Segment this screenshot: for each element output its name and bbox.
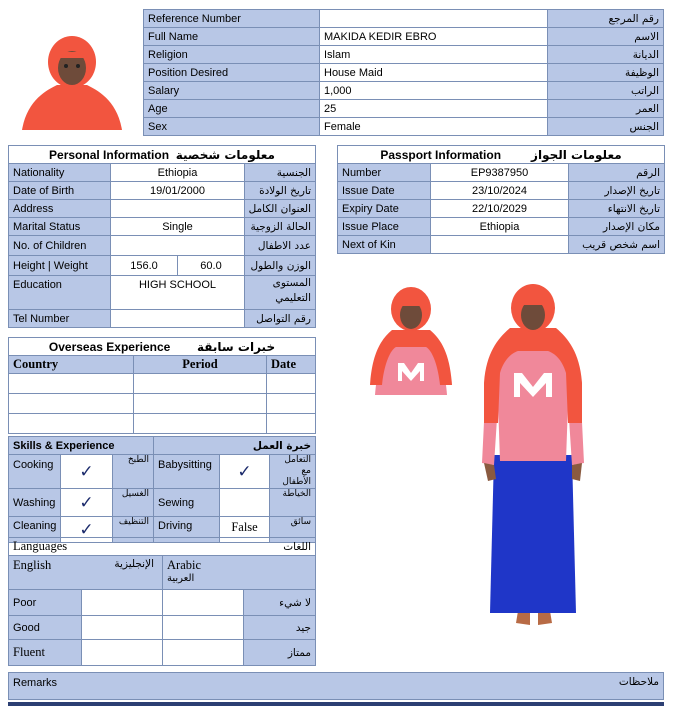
nationality-label: Nationality [9,164,111,182]
dob-label-ar: تاريخ الولادة [245,182,316,200]
top-value: Islam [320,46,548,64]
overseas-title-ar: خبرات سابقة [197,339,276,354]
top-row [144,100,664,118]
top-label: Position Desired [144,64,320,82]
col-period: Period [134,356,267,374]
babysitting-label-ar: التعامل مع الأطفال [270,455,316,489]
passport-info-header [338,146,665,164]
sewing-label-ar: الخياطة [270,489,316,517]
level-poor-label-ar: لا شيء [244,590,316,616]
overseas-row [9,414,316,434]
top-label: Full Name [144,28,320,46]
top-row [144,10,664,28]
address-value [111,200,245,218]
cooking-label-ar: الطبخ [113,455,154,489]
passport-label: Next of Kin [338,236,431,254]
passport-title-en: Passport Information [380,147,502,162]
level-fluent-label-ar: ممتاز [244,640,316,666]
languages-title-en: Languages [9,538,163,556]
driving-value: False [220,517,270,543]
passport-label: Issue Place [338,218,431,236]
top-label-ar: الجنس [548,118,664,136]
level-poor-label: Poor [9,590,82,616]
sewing-value [220,489,270,517]
english-label: English [13,558,52,572]
top-value: 1,000 [320,82,548,100]
arabic-fluent-cell [163,640,244,666]
headshot-photo [12,30,132,130]
top-value: House Maid [320,64,548,82]
top-value: Female [320,118,548,136]
passport-label-ar: الرقم [569,164,665,182]
nationality-value: Ethiopia [111,164,245,182]
col-country: Country [9,356,134,374]
bottom-rule [8,702,664,706]
weight-value: 60.0 [178,256,245,276]
top-value: MAKIDA KEDIR EBRO [320,28,548,46]
top-value: 25 [320,100,548,118]
top-label: Sex [144,118,320,136]
english-good-cell [82,616,163,640]
top-row [144,118,664,136]
passport-value: 23/10/2024 [431,182,569,200]
level-fluent-label: Fluent [9,640,82,666]
arabic-label: Arabic [167,558,202,572]
arabic-poor-cell [163,590,244,616]
tel-label: Tel Number [9,310,111,328]
top-label-ar: العمر [548,100,664,118]
babysitting-label: Babysitting [154,455,220,489]
arabic-good-cell [163,616,244,640]
top-row [144,64,664,82]
skills-title-ar: خبرة العمل [154,437,316,455]
personal-info-header [9,146,316,164]
top-row [144,28,664,46]
passport-title-ar: معلومات الجواز [531,147,622,162]
remarks-bar [8,672,664,700]
marital-value: Single [111,218,245,236]
overseas-header [9,338,316,356]
skills-title-en: Skills & Experience [9,437,154,455]
address-label: Address [9,200,111,218]
overseas-experience-table [8,337,316,434]
passport-label: Issue Date [338,182,431,200]
overseas-row [9,374,316,394]
top-label-ar: الوظيفة [548,64,664,82]
remarks-label: Remarks [13,677,58,689]
top-row [144,82,664,100]
top-value [320,10,548,28]
education-value: HIGH SCHOOL [111,276,245,310]
top-label: Salary [144,82,320,100]
passport-value: EP9387950 [431,164,569,182]
cooking-check-icon: ✓ [61,455,113,489]
top-row [144,46,664,64]
washing-label: Washing [9,489,61,517]
children-value [111,236,245,256]
passport-value [431,236,569,254]
portrait-photo [370,285,452,395]
overseas-row [9,394,316,414]
height-value: 156.0 [111,256,178,276]
children-label: No. of Children [9,236,111,256]
top-label-ar: رقم المرجع [548,10,664,28]
remarks-label-ar: ملاحظات [618,676,659,688]
dob-value: 19/01/2000 [111,182,245,200]
driving-label-ar: سائق [270,517,316,543]
arabic-label-ar: العربية [167,573,195,584]
height-weight-label-ar: الوزن والطول [245,256,316,276]
personal-title-ar: معلومات شخصية [175,147,275,162]
languages-title-ar: اللغات [163,538,316,556]
tel-value [111,310,245,328]
passport-label-ar: تاريخ الإصدار [569,182,665,200]
personal-title-en: Personal Information [49,147,170,162]
marital-label-ar: الحالة الزوجية [245,218,316,236]
level-good-label: Good [9,616,82,640]
passport-info-table [337,145,665,254]
education-label-ar: المستوى التعليمي [245,276,316,310]
english-poor-cell [82,590,163,616]
passport-label-ar: تاريخ الانتهاء [569,200,665,218]
education-label: Education [9,276,111,310]
washing-label-ar: الغسيل [113,489,154,517]
washing-check-icon: ✓ [61,489,113,517]
dob-label: Date of Birth [9,182,111,200]
children-label-ar: عدد الاطفال [245,236,316,256]
top-label: Age [144,100,320,118]
overseas-title-en: Overseas Experience [48,339,171,354]
personal-info-table [8,145,316,328]
languages-table [8,537,316,666]
driving-label: Driving [154,517,220,543]
passport-label: Expiry Date [338,200,431,218]
skills-table [8,436,316,543]
passport-label-ar: مكان الإصدار [569,218,665,236]
marital-label: Marital Status [9,218,111,236]
passport-value: Ethiopia [431,218,569,236]
passport-label-ar: اسم شخص قريب [569,236,665,254]
cleaning-check-icon: ✓ [61,517,113,543]
tel-label-ar: رقم التواصل [245,310,316,328]
full-body-photo [478,283,588,633]
col-date: Date [267,356,316,374]
top-label-ar: الراتب [548,82,664,100]
passport-value: 22/10/2029 [431,200,569,218]
level-good-label-ar: جيد [244,616,316,640]
top-info-table [143,9,664,136]
address-label-ar: العنوان الكامل [245,200,316,218]
height-weight-label: Height | Weight [9,256,111,276]
top-label-ar: الاسم [548,28,664,46]
top-label-ar: الديانة [548,46,664,64]
passport-label: Number [338,164,431,182]
sewing-label: Sewing [154,489,220,517]
nationality-label-ar: الجنسية [245,164,316,182]
babysitting-check-icon: ✓ [220,455,270,489]
english-label-ar: الإنجليزية [114,558,154,570]
cooking-label: Cooking [9,455,61,489]
cleaning-label-ar: التنظيف [113,517,154,543]
english-fluent-cell [82,640,163,666]
top-label: Religion [144,46,320,64]
top-label: Reference Number [144,10,320,28]
cleaning-label: Cleaning [9,517,61,543]
